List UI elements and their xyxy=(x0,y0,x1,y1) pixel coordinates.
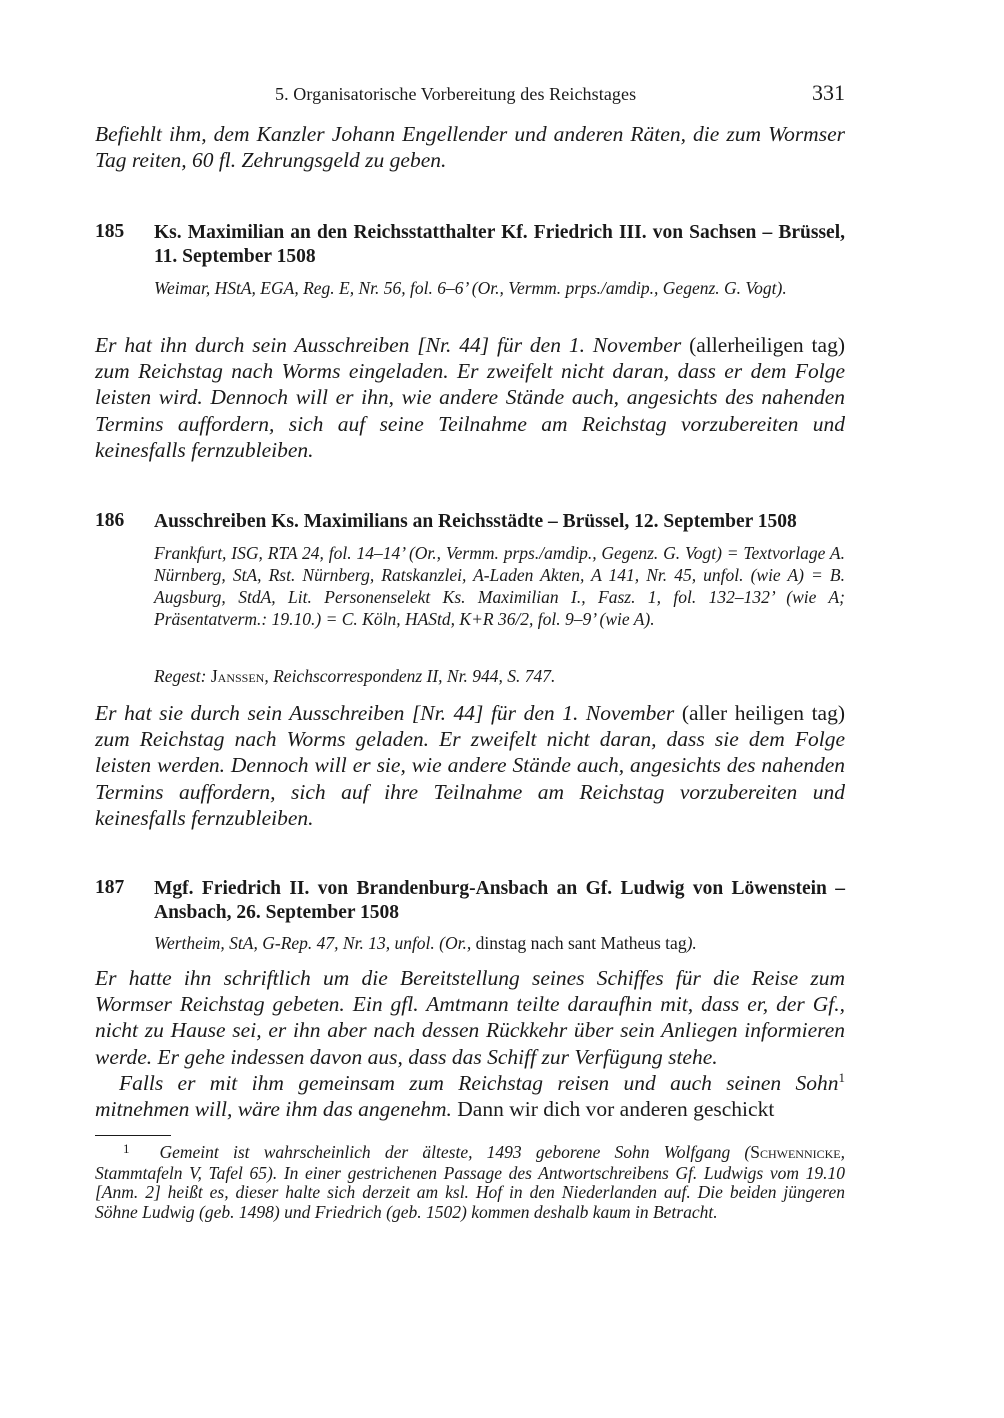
entry-source: Weimar, HStA, EGA, Reg. E, Nr. 56, fol. 6–6’ (Or., Vermm. prps./amdip., Gegenz. G. Vogt). xyxy=(154,278,787,298)
entry-186-header xyxy=(95,510,845,690)
footnote-text: , Stammtafeln V, Tafel 65). In einer gestrichenen Passage des Antwortschreibens Gf. Ludwigs vom 19.10 [Anm. 2] heißt es, dieser halte sich derzeit am ksl. Hof in den Niederlanden auf. Die beiden jüngeren Söhne Ludwig (geb. 1498) und Friedrich (geb. 1502) kommen deshalb kaum in Betracht. xyxy=(95,1142,845,1222)
body-text: Falls er mit ihm gemeinsam zum Reichstag reisen und auch seinen Sohn xyxy=(119,1071,839,1095)
footnote-text: Gemeint ist wahrscheinlich der älteste, 1493 geborene Sohn Wolfgang ( xyxy=(159,1142,751,1162)
footnote-author: Schwennicke xyxy=(750,1142,841,1162)
entry-187-body: Er hatte ihn schriftlich um die Bereitstellung seines Schiffes für die Reise zum Wormser Reichstag gebeten. Ein gfl. Amtmann teilte daraufhin mit, dass er, der Gf., nicht zu Hause sei, er ihn aber nach dessen Rückkehr über sein Anliegen informieren werde. Er gehe indessen davon aus, dass das Schiff zur Verfügung stehe. xyxy=(95,966,845,1069)
entry-185-header xyxy=(95,221,845,321)
quoted-text: (allerheiligen tag) xyxy=(689,333,845,357)
running-header xyxy=(95,80,845,110)
quoted-text: (aller heiligen tag) xyxy=(681,701,846,725)
entry-heading: Ausschreiben Ks. Maximilians an Reichsstädte – Brüssel, 12. September 1508 xyxy=(154,511,797,532)
entry-number: 187 xyxy=(95,877,125,898)
source-date-quote: dinstag nach sant Matheus tag xyxy=(475,933,687,953)
quoted-text: Dann wir dich vor anderen geschickt xyxy=(457,1097,775,1122)
entry-number: 185 xyxy=(95,221,125,242)
footnote-rule xyxy=(95,1135,171,1136)
source-citation: Wertheim, StA, G-Rep. 47, Nr. 13, unfol. (Or., xyxy=(154,933,472,953)
regest-author: Janssen xyxy=(210,666,265,686)
body-text: Er hat sie durch sein Ausschreiben [Nr. 44] für den 1. November xyxy=(95,701,675,725)
footnote-reference: 1 xyxy=(838,1069,845,1085)
footnote-number: 1 xyxy=(123,1141,130,1156)
footnote xyxy=(95,1143,845,1222)
source-close: ). xyxy=(686,933,697,953)
entry-heading: Mgf. Friedrich II. von Brandenburg-Ansbach an Gf. Ludwig von Löwenstein – Ansbach, 26. September 1508 xyxy=(154,878,845,923)
entry-187-body-continued xyxy=(95,1070,845,1122)
body-text: zum Reichstag nach Worms eingeladen. Er zweifelt nicht daran, dass er dem Folge leisten wird. Dennoch will er ihn, wie andere Stände auch, angesichts des nahenden Termins auffordern, sich auf seine Teilnahme am Reichstag vorzubereiten und keinesfalls fernzubleiben. xyxy=(95,359,845,462)
entry-number: 186 xyxy=(95,510,125,531)
entry-heading: Ks. Maximilian an den Reichsstatthalter Kf. Friedrich III. von Sachsen – Brüssel, 11. September 1508 xyxy=(154,222,845,267)
entry-185-body xyxy=(95,332,845,463)
body-text: zum Reichstag nach Worms geladen. Er zweifelt nicht daran, dass sie dem Folge leisten werden. Dennoch will er sie, wie andere Stände auch, angesichts des nahenden Termins auffordern, sich auf ihre Teilnahme am Reichstag vorzubereiten und keinesfalls fernzubleiben. xyxy=(95,727,845,830)
entry-regest xyxy=(154,665,845,687)
page-number: 331 xyxy=(812,80,845,105)
entry-source xyxy=(154,932,845,954)
entry-187-header xyxy=(95,877,845,957)
body-text: mitnehmen will, wäre ihm das angenehm. xyxy=(95,1097,452,1122)
running-title: 5. Organisatorische Vorbereitung des Reichstages xyxy=(275,84,637,104)
entry-source: Frankfurt, ISG, RTA 24, fol. 14–14’ (Or., Vermm. prps./amdip., Gegenz. G. Vogt) = Textvorlage A. Nürnberg, StA, Rst. Nürnberg, Ratskanzlei, A-Laden Akten, A 141, Nr. 45, unfol. (wie A) = B. Augsburg, StdA, Lit. Personenselekt Ks. Maximilian I., Fasz. 1, fol. 132–132’ (wie A; Präsentatverm.: 19.10.) = C. Köln, HAStd, K+R 36/2, fol. 9–9’ (wie A). xyxy=(154,543,845,629)
intro-paragraph: Befiehlt ihm, dem Kanzler Johann Engellender und anderen Räten, die zum Wormser Tag reiten, 60 fl. Zehrungsgeld zu geben. xyxy=(95,122,845,173)
body-text: Er hat ihn durch sein Ausschreiben [Nr. 44] für den 1. November xyxy=(95,333,682,357)
entry-186-body xyxy=(95,700,845,831)
regest-citation: , Reichscorrespondenz II, Nr. 944, S. 747. xyxy=(264,666,556,686)
regest-label: Regest: xyxy=(154,666,207,686)
